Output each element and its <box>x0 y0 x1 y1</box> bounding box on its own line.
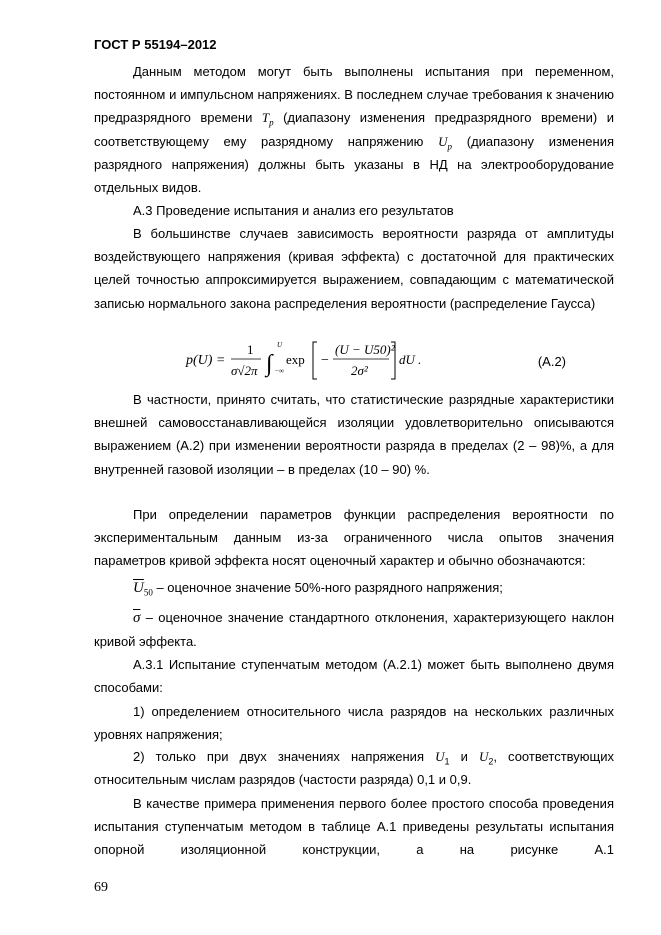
list-item: 2) только при двух значениях напряжения $U_1$ и $U_2$, соответствующих относительным числам разрядов (частости разряда) 0,1 и 0,9. <box>94 749 614 788</box>
integral-sign: ∫ <box>266 351 273 377</box>
para5-block <box>94 653 614 699</box>
para6-block <box>94 792 614 862</box>
para4-block <box>94 503 614 573</box>
formula-lhs: p(U) = <box>186 353 226 368</box>
para1-block <box>94 60 614 199</box>
formula-block <box>94 337 614 383</box>
paragraph: При определении параметров функции распределения вероятности по экспериментальным данным из-за ограниченного числа опытов значения параметров кривой эффекта носят оценочный характер и обычно обозначаются: <box>94 507 614 569</box>
inner-num: (U − U50)² <box>335 342 395 357</box>
page-number: 69 <box>94 880 108 895</box>
item1-block <box>94 700 614 746</box>
section-heading: А.3 Проведение испытания и анализ его результатов <box>133 203 454 218</box>
frac-num: 1 <box>247 342 254 357</box>
frac-den: σ√2π <box>231 363 258 378</box>
paragraph: В частности, принято считать, что статистические разрядные характеристики внешней самовосстанавливающейся изоляции удовлетворительно описываются выражением (А.2) при изменении вероятности разряда в пределах (2 – 98)%, а для внутренней газовой изоляции – в пределах (10 – 90) %. <box>94 392 614 477</box>
formula-number: (А.2) <box>537 354 566 369</box>
paragraph: А.3.1 Испытание ступенчатым методом (А.2.1) может быть выполнено двумя способами: <box>94 657 614 696</box>
variable-Tp: T <box>261 110 270 126</box>
integral-upper: U <box>277 341 283 349</box>
item2-block <box>94 745 614 791</box>
paragraph: В большинстве случаев зависимость вероятности разряда от амплитуды воздействующего напряжения (кривая эффекта) с достаточной для практических целей точностью аппроксимируется выражением, совпадающим с математической записью нормального закона распределения вероятности (распределение Гаусса) <box>94 226 614 311</box>
formula-dU: dU . <box>399 352 422 367</box>
paragraph: Данным методом могут быть выполнены испытания при переменном, постоянном и импульсном напряжениях. В последнем случае требования к значению предразрядного времени $T_p$ (диапазону изменения предразрядного времени) и соответствующему ему разрядному напряжению $U_p$ (диапазону изменения разрядного напряжения) должны быть указаны в НД на электрооборудование отдельных видов. <box>94 64 614 196</box>
estimate-u50: $\overline{U}_{50}$ – оценочное значение 50%-ного разрядного напряжения; <box>133 580 503 598</box>
inner-den: 2σ² <box>351 363 368 378</box>
list-item: 1) определением относительного числа разрядов на нескольких различных уровнях напряжения; <box>94 704 614 743</box>
sigma-bar-symbol: $\overline{\sigma}$ <box>133 610 141 626</box>
integral-lower: −∞ <box>275 367 284 375</box>
bracket-left <box>313 342 317 379</box>
document-header: ГОСТ Р 55194–2012 <box>94 37 217 52</box>
minus-sign: − <box>321 353 329 368</box>
variable-Up: U <box>438 133 448 149</box>
para3-block <box>94 388 614 481</box>
u50-bar-symbol: $\overline{U}$ <box>133 580 144 596</box>
formula-A2 <box>94 337 614 383</box>
estimate-sigma: $\overline{\sigma}$ – оценочное значение стандартного отклонения, характеризующего наклон кривой эффекта. <box>94 610 614 650</box>
exp-label: exp <box>286 352 305 367</box>
para2-block <box>94 222 614 315</box>
paragraph: В качестве примера применения первого более простого способа проведения испытания ступенчатым методом в таблице А.1 приведены результаты испытания опорной изоляционной конструкции, а на рисунке А.1 <box>94 796 614 858</box>
